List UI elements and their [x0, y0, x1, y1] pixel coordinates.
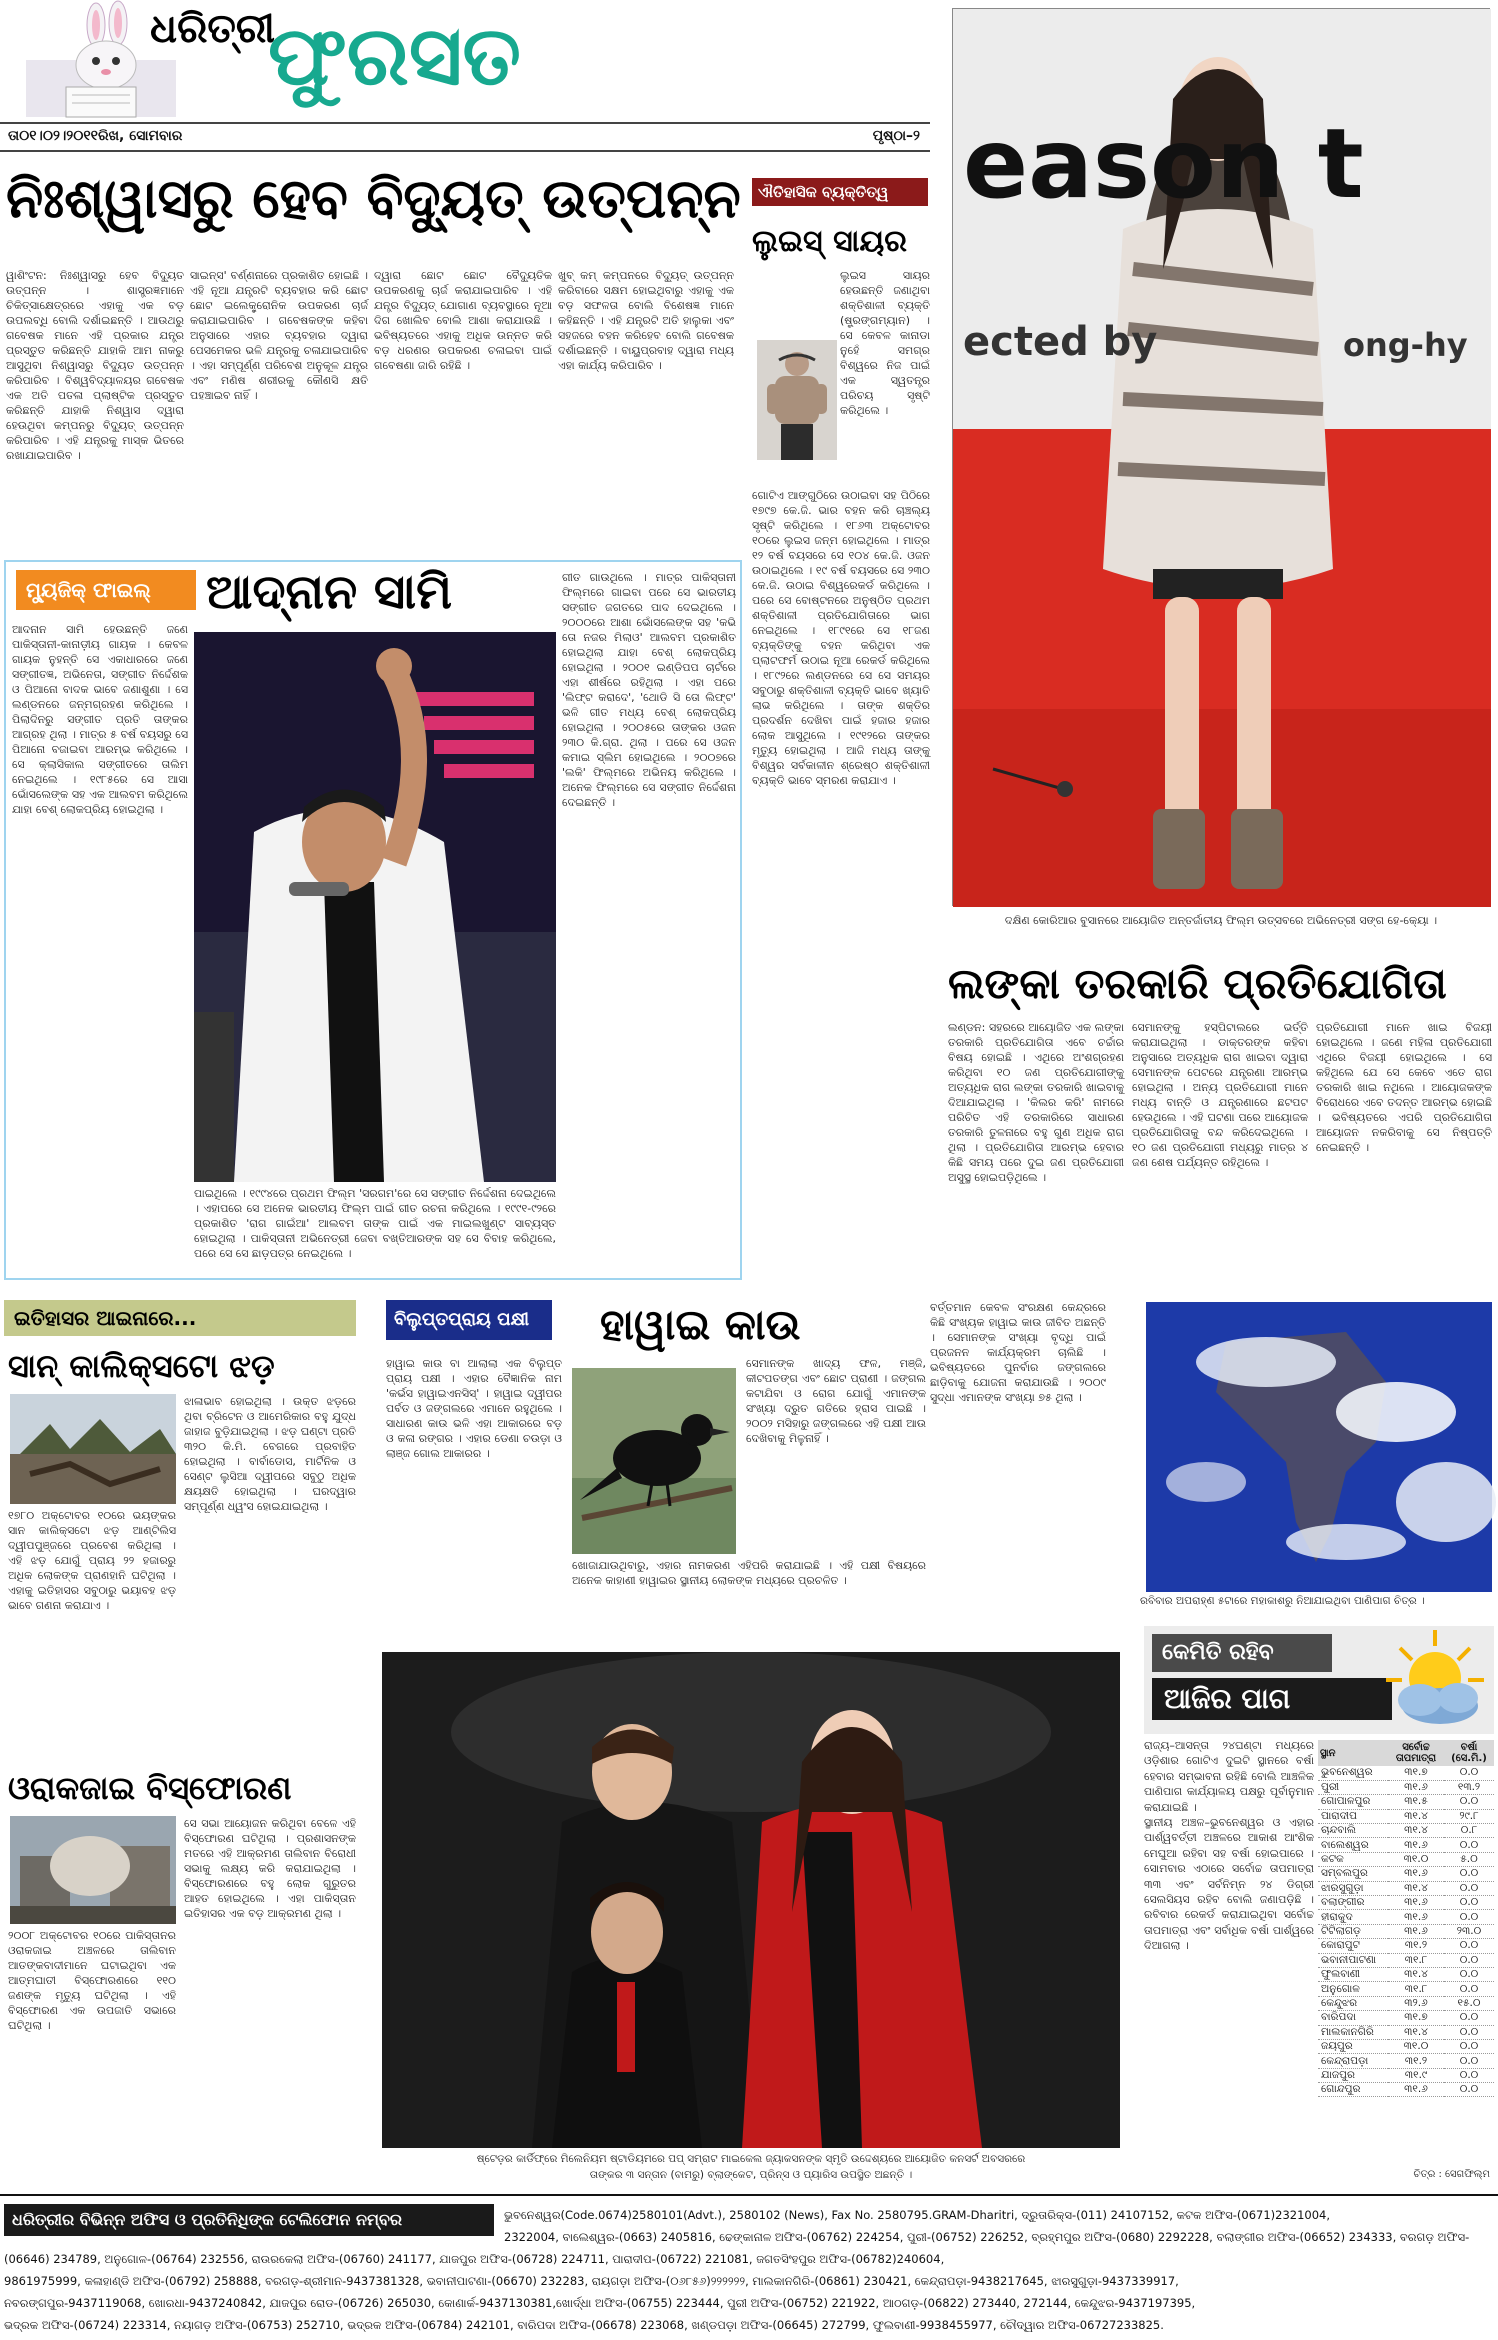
- mj-caption-1: ଷ୍ଟେଡ଼ର କାର୍ଡିଫ୍‌ରେ ମିଲେନିୟମ ଷ୍ଟାଡିୟମରେ ପପ୍ ସମ୍ରାଟ ମାଇକେଲ ଜ୍ୟାକସନଙ୍କ ସ୍ମୃତି ଉଦ୍ଦେଶ୍ୟରେ ଆୟୋଜିତ କନସର୍ଟ ଅବସରରେ: [476, 2153, 1026, 2165]
- weather-cell-temp: ୩୧.୪: [1388, 2025, 1444, 2039]
- weather-cell-temp: ୩୧.୦: [1388, 2039, 1444, 2053]
- weather-row: [1318, 2039, 1494, 2053]
- weather-row: [1318, 1910, 1494, 1924]
- weather-cell-rain: ୦.୦: [1444, 2068, 1494, 2082]
- weather-row: [1318, 1953, 1494, 1967]
- lanka-col-3: ପ୍ରତିଯୋଗୀ ମାନେ ଖାଇ ବିଜୟୀ ହୋଇଥିଲେ । ଜଣେ ମହିଳା ପ୍ରତିଯୋଗୀ ଏଥିରେ ବିଜୟୀ ହୋଇଥିଲେ । ସେ କହିଥିଲେ ଯେ ସେ କେବେ ଏତେ ରାଗ ତରକାରି ଖାଇ ନଥିଲେ । ଆୟୋଜକଙ୍କ ବିରୋଧରେ ଏବେ ତଦନ୍ତ ଆରମ୍ଭ ହୋଇଛି । ଭବିଷ୍ୟତରେ ଏପରି ପ୍ରତିଯୋଗିତା ଆୟୋଜନ ନକରିବାକୁ ସେ ନିଷ୍ପତ୍ତି ନେଇଛନ୍ତି ।: [1316, 1021, 1496, 1154]
- weather-cell-place: ଫୁଲବାଣୀ: [1318, 1967, 1388, 1981]
- weather-cell-place: ଜୟପୁର: [1318, 2039, 1388, 2053]
- weather-row: [1318, 2083, 1494, 2097]
- weather-cell-place: ବାଲେଶ୍ୱର: [1318, 1838, 1388, 1852]
- footer-line-6: ଭଦ୍ରକ ଅଫିସ-(06724) 223314, ନୟାଗଡ଼ ଅଫିସ-(06753) 252710, ଭଦ୍ରକ ଅଫିସ-(06784) 242101, ବାରିପଦା ଅଫିସ-(06678) 223068, ଖଣ୍ଡପଡ଼ା ଅଫିସ-(06645) 272799, ଫୁଲବାଣୀ-9938455977, ଚୌଦ୍ୱାର ଅଫିସ-06727233825.: [4, 2318, 1164, 2332]
- weather-cell-temp: ୩୧.୨: [1388, 1939, 1444, 1953]
- weather-cell-place: ମାଲକାନଗିରି: [1318, 2025, 1388, 2039]
- storm-photo: [10, 1394, 176, 1504]
- weather-row: [1318, 2025, 1494, 2039]
- col-header-place: ସ୍ଥାନ: [1320, 1747, 1336, 1759]
- banner-subtext: ected by: [963, 319, 1158, 365]
- lanka-col-1: ଲଣ୍ଡନ: ସହରରେ ଆୟୋଜିତ ଏକ ଲଙ୍କା ତରକାରି ପ୍ରତିଯୋଗିତା ଏବେ ଚର୍ଚ୍ଚାର ବିଷୟ ହୋଇଛି । ଏଥିରେ ଅଂଶଗ୍ରହଣ କରିଥିବା ୧୦ ଜଣ ପ୍ରତିଯୋଗୀଙ୍କୁ ଅତ୍ୟଧିକ ରାଗ ଲଙ୍କା ତରକାରି ଖାଇବାକୁ ଦିଆଯାଇଥିଲା । 'କିଲର କରି' ନାମରେ ପରିଚିତ ଏହି ତରକାରିରେ ସାଧାରଣ ତରକାରି ତୁଳନାରେ ବହୁ ଗୁଣ ଅଧିକ ରାଗ ଥିଲା । ପ୍ରତିଯୋଗିତା ଆରମ୍ଭ ହେବାର କିଛି ସମୟ ପରେ ଦୁଇ ଜଣ ପ୍ରତିଯୋଗୀ ଅସୁସ୍ଥ ହୋଇପଡ଼ିଥିଲେ ।: [948, 1021, 1128, 1184]
- masthead: [0, 0, 940, 144]
- bird-col-1: ହାୱାଇ କାଉ ବା ଆଲାଲା ଏକ ବିଲୁପ୍ତ ପ୍ରାୟ ପକ୍ଷୀ । ଏହାର ବୈଜ୍ଞାନିକ ନାମ 'କର୍ଭସ ହାୱାଇଏନସିସ୍' । ହାୱାଇ ଦ୍ୱୀପର ପର୍ବତ ଓ ଜଙ୍ଗଲରେ ଏମାନେ ରହୁଥିଲେ । ସାଧାରଣ କାଉ ଭଳି ଏହା ଆକାରରେ ବଡ଼ ଓ କଳା ରଙ୍ଗର । ଏହାର ଡେଣା ଚଉଡ଼ା ଓ ଲାଞ୍ଜ ଗୋଲ ଆକାରର ।: [386, 1357, 566, 1460]
- weather-cell-rain: ୦.୦: [1444, 1867, 1494, 1881]
- strongman-photo: [757, 340, 837, 460]
- brand-name: ଫୁରସତ: [268, 8, 521, 104]
- weather-cell-temp: ୩୧.୨: [1388, 2054, 1444, 2068]
- adnan-photo: [194, 632, 556, 1182]
- photo-credit: ଚିତ୍ର : ସେଗଫିଲ୍ମ: [1413, 2169, 1490, 2180]
- weather-cell-temp: ୩୧.୬: [1388, 1910, 1444, 1924]
- weather-cell-temp: ୩୧.୪: [1388, 1881, 1444, 1895]
- footer-line-5: ନବରଙ୍ଗପୁର-9437119068, ଖୋରଧା-9437240842, ଯାଜପୁର ରୋଡ-(06726) 265030, କୋଣାର୍କ-9437130381,ଖୋର୍ଦ୍ଧା ଅଫିସ-(06755) 223444, ପୁରୀ ଅଫିସ-(06752) 221922, ଆଠଗଡ଼-(06822) 273440, 272144, କେନ୍ଦୁଝର-9437197395,: [4, 2296, 1196, 2310]
- weather-text: ରାଜ୍ୟ–ଆସନ୍ତା ୨୪ଘଣ୍ଟା ମଧ୍ୟରେ ଓଡ଼ିଶାର ଗୋଟିଏ ଦୁଇଟି ସ୍ଥାନରେ ବର୍ଷା ହେବାର ସମ୍ଭାବନା ରହିଛି ବୋଲି ଆଞ୍ଚଳିକ ପାଣିପାଗ କାର୍ଯ୍ୟାଳୟ ପକ୍ଷରୁ ପୂର୍ବାନୁମାନ କରାଯାଇଛି । ସ୍ଥାନୀୟ ଅଞ୍ଚଳ–ଭୁବନେଶ୍ୱର ଓ ଏହାର ପାର୍ଶ୍ୱବର୍ତ୍ତୀ ଅଞ୍ଚଳରେ ଆକାଶ ଆଂଶିକ ମେଘୁଆ ରହିବା ସହ ବର୍ଷା ହୋଇପାରେ । ସୋମବାର ଏଠାରେ ସର୍ବୋଚ୍ଚ ତାପମାତ୍ରା ୩୩ ଏବଂ ସର୍ବନିମ୍ନ ୨୪ ଡିଗ୍ରୀ ସେଲସିୟସ ରହିବ ବୋଲି ଜଣାପଡ଼ିଛି । ରବିବାର ରେକର୍ଡ କରାଯାଇଥିବା ସର୍ବୋଚ୍ଚ ତାପମାତ୍ରା ଏବଂ ସର୍ବାଧିକ ବର୍ଷା ପାର୍ଶ୍ୱରେ ଦିଆଗଲା ।: [1144, 1739, 1314, 1953]
- bird-bottom: ଖୋଜାଯାଉଥିବାରୁ, ଏହାର ନାମକରଣ ଏହିପରି କରାଯାଇଛି । ଏହି ପକ୍ଷୀ ବିଷୟରେ ଅନେକ କାହାଣୀ ହାୱାଇର ସ୍ଥାନୀୟ ଲୋକଙ୍କ ମଧ୍ୟରେ ପ୍ରଚଳିତ ।: [572, 1559, 930, 1587]
- weather-cell-rain: ୦.୮: [1444, 1824, 1494, 1838]
- weather-cell-place: ପୁରୀ: [1318, 1780, 1388, 1794]
- page-number: ପୃଷ୍ଠା–୨: [872, 128, 920, 144]
- mj-kids-photo: [382, 1652, 1120, 2148]
- lead-col-3: ଦ୍ୱାରା ଛୋଟ ଛୋଟ ବୈଦ୍ୟୁତିକ ଉପକରଣକୁ ଚାର୍ଜ କରାଯାଇପାରିବ । ଏହି ଯନ୍ତ୍ର ବିଦ୍ୟୁତ୍ ଯୋଗାଣ ବ୍ୟବସ୍ଥାରେ ନୂଆ ଦିଗ ଖୋଲିବ ବୋଲି ଆଶା କରାଯାଉଛି । ଭବିଷ୍ୟତରେ ଏହାକୁ ଅଧିକ ଉନ୍ନତ କରି ବଡ଼ ଧରଣର ଉପକରଣ ଚଳାଇବା ପାଇଁ ଗବେଷଣା ଜାରି ରହିଛି ।: [374, 269, 556, 372]
- satellite-caption: ରବିବାର ଅପରାହ୍ଣ ୫ଟାରେ ମହାକାଶରୁ ନିଆଯାଇଥିବା ପାଣିପାଗ ଚିତ୍ର ।: [1140, 1595, 1425, 1607]
- weather-cell-place: ବାରିପଦା: [1318, 2011, 1388, 2025]
- date-bar: [0, 122, 930, 152]
- fashion-caption: ଦକ୍ଷିଣ କୋରିଆର ବୁସାନରେ ଆୟୋଜିତ ଅନ୍ତର୍ଜାତୀୟ ଫିଲ୍ମ ଉତ୍ସବରେ ଅଭିନେତ୍ରୀ ସଙ୍ଗ ହେ-କ୍ୟୋ ।: [1004, 914, 1438, 927]
- historic-body: ଗୋଟିଏ ଆଙ୍ଗୁଠିରେ ଉଠାଇବା ସହ ପିଠିରେ ୧୭୯୭ କେ.ଜି. ଭାର ବହନ କରି ଚାଞ୍ଚଲ୍ୟ ସୃଷ୍ଟି କରିଥିଲେ । ୧୮୬୩ ଅକ୍ଟୋବର ୧୦ରେ ଲୁଇସ ଜନ୍ମ ହୋଇଥିଲେ । ମାତ୍ର ୧୨ ବର୍ଷ ବୟସରେ ସେ ୧୦୪ କେ.ଜି. ଓଜନ ଉଠାଇଥିଲେ । ୧୯ ବର୍ଷ ବୟସରେ ସେ ୨୩୦ କେ.ଜି. ଉଠାଇ ବିଶ୍ୱରେକର୍ଡ କରିଥିଲେ । ପରେ ସେ ବୋଷ୍ଟନରେ ଅନୁଷ୍ଠିତ ପ୍ରଥମ ଶକ୍ତିଶାଳୀ ପ୍ରତିଯୋଗିତାରେ ଭାଗ ନେଇଥିଲେ । ୧୮୯୧ରେ ସେ ୧୮ଜଣ ବ୍ୟକ୍ତିଙ୍କୁ ବହନ କରିଥିବା ଏକ ପ୍ଲାଟଫର୍ମ ଉଠାଇ ନୂଆ ରେକର୍ଡ କରିଥିଲେ । ୧୮୯୨ରେ ଲଣ୍ଡନରେ ସେ ସେ ସମୟର ସବୁଠାରୁ ଶକ୍ତିଶାଳୀ ବ୍ୟକ୍ତି ଭାବେ ଖ୍ୟାତି ଲାଭ କରିଥିଲେ । ତାଙ୍କ ଶକ୍ତିର ପ୍ରଦର୍ଶନ ଦେଖିବା ପାଇଁ ହଜାର ହଜାର ଲୋକ ଆସୁଥିଲେ । ୧୯୧୨ରେ ତାଙ୍କର ମୃତ୍ୟୁ ହୋଇଥିଲା । ଆଜି ମଧ୍ୟ ତାଙ୍କୁ ବିଶ୍ୱର ସର୍ବକାଳୀନ ଶ୍ରେଷ୍ଠ ଶକ୍ତିଶାଳୀ ବ୍ୟକ୍ତି ଭାବେ ସ୍ମରଣ କରାଯାଏ ।: [752, 489, 934, 787]
- weather-row: [1318, 1924, 1494, 1938]
- lanka-headline: ଲଙ୍କା ତରକାରି ପ୍ରତିଯୋଗିତା: [948, 959, 1447, 1008]
- weather-row: [1318, 2011, 1494, 2025]
- weather-row: [1318, 1809, 1494, 1823]
- bird-col-2: ସେମାନଙ୍କ ଖାଦ୍ୟ ଫଳ, ମଞ୍ଜି, କୀଟପତଙ୍ଗ ଏବଂ ଛୋଟ ପ୍ରାଣୀ । ଜଙ୍ଗଲ କଟାଯିବା ଓ ରୋଗ ଯୋଗୁଁ ଏମାନଙ୍କ ସଂଖ୍ୟା ଦ୍ରୁତ ଗତିରେ ହ୍ରାସ ପାଇଛି । ୨୦୦୨ ମସିହାରୁ ଜଙ୍ଗଲରେ ଏହି ପକ୍ଷୀ ଆଉ ଦେଖିବାକୁ ମିଳୁନାହିଁ ।: [746, 1357, 930, 1445]
- weather-cell-rain: ୨୯.୮: [1444, 1809, 1494, 1823]
- weather-cell-place: କଟକ: [1318, 1852, 1388, 1866]
- banner-text: eason t: [963, 108, 1364, 220]
- fashion-photo: [952, 8, 1490, 906]
- weather-cell-temp: ୩୧.୦: [1388, 1852, 1444, 1866]
- weather-cell-rain: ୦.୦: [1444, 1953, 1494, 1967]
- weather-row: [1318, 1795, 1494, 1809]
- music-col-2: ଗୀତ ଗାଉଥିଲେ । ମାତ୍ର ପାକିସ୍ତାନୀ ଫିଲ୍ମରେ ଗାଇବା ପରେ ସେ ଭାରତୀୟ ସଙ୍ଗୀତ ଜଗତରେ ପାଦ ଦେଇଥିଲେ । ୨୦୦୦ରେ ଆଶା ଭୋଁସଲେଙ୍କ ସହ 'କଭି ତୋ ନଜର ମିଲାଓ' ଆଲବମ ପ୍ରକାଶିତ ହୋଇଥିଲା ଯାହା ବେଶ୍ ଲୋକପ୍ରିୟ ହୋଇଥିଲା । ୨୦୦୧ ଇଣ୍ଡିପପ ଚାର୍ଟରେ ଏହା ଶୀର୍ଷରେ ରହିଥିଲା । ଏହା ପରେ 'ଲିଫ୍ଟ କରାଦେ', 'ଥୋଡି ସି ତୋ ଲିଫ୍ଟ' ଭଳି ଗୀତ ମଧ୍ୟ ବେଶ୍ ଲୋକପ୍ରିୟ ହୋଇଥିଲା । ୨୦୦୫ରେ ତାଙ୍କର ଓଜନ ୨୩୦ କି.ଗ୍ରା. ଥିଲା । ପରେ ସେ ଓଜନ କମାଇ ସ୍ଲିମ ହୋଇଥିଲେ । ୨୦୦୭ରେ 'ଲକି' ଫିଲ୍ମରେ ଅଭିନୟ କରିଥିଲେ । ଅନେକ ଫିଲ୍ମରେ ସେ ସଙ୍ଗୀତ ନିର୍ଦ୍ଦେଶନା ଦେଇଛନ୍ତି ।: [562, 571, 740, 809]
- weather-cell-rain: ୦.୦: [1444, 1982, 1494, 1996]
- col-header-temp: ସର୍ବୋଚ୍ଚ ତାପମାତ୍ରା: [1395, 1742, 1437, 1764]
- weather-cell-temp: ୩୧.୪: [1388, 1967, 1444, 1981]
- history-body-1b: ଝାଳାଭାବ ହୋଇଥିଲା । ଉକ୍ତ ଝଡ଼ରେ ଥିବା ବ୍ରିଟେନ ଓ ଆମେରିକାର ବହୁ ଯୁଦ୍ଧ ଜାହାଜ ବୁଡ଼ିଯାଇଥିଲା । ଝଡ଼ ଘଣ୍ଟା ପ୍ରତି ୩୨୦ କି.ମି. ବେଗରେ ପ୍ରବାହିତ ହୋଇଥିଲା । ବାର୍ବାଡୋସ, ମାର୍ଟିନିକ ଓ ସେଣ୍ଟ ଲୁସିଆ ଦ୍ୱୀପରେ ସବୁଠୁ ଅଧିକ କ୍ଷୟକ୍ଷତି ହୋଇଥିଲା । ଘରଦ୍ୱାର ସମ୍ପୂର୍ଣ୍ଣ ଧ୍ୱଂସ ହୋଇଯାଇଥିଲା ।: [184, 1395, 360, 1513]
- footer-line-2: 2322004, ବାଲେଶ୍ୱର-(0663) 2405816, ଢେଙ୍କାନାଳ ଅଫିସ-(06762) 224254, ପୁରୀ-(06752) 226252, ବ୍ରହ୍ମପୁର ଅଫିସ-(0680) 2292228, ବଲାଙ୍ଗୀର ଅଫିସ-(06652) 234333, ବରଗଡ଼ ଅଫିସ-: [504, 2230, 1470, 2244]
- weather-row: [1318, 1852, 1494, 1866]
- weather-cell-place: ଭବାନୀପାଟଣା: [1318, 1953, 1388, 1967]
- weather-cell-place: ପାରାଦୀପ: [1318, 1809, 1388, 1823]
- weather-cell-place: କେନ୍ଦ୍ରାପଡ଼ା: [1318, 2054, 1388, 2068]
- weather-cell-rain: ୦.୦: [1444, 1896, 1494, 1910]
- lead-headline: ନିଃଶ୍ୱାସରୁ ହେବ ବିଦ୍ୟୁତ୍ ଉତ୍ପନ୍ନ: [6, 167, 741, 230]
- weather-row: [1318, 1996, 1494, 2010]
- music-title: ଆଦ୍‌ନାନ ସାମି: [206, 564, 453, 620]
- weather-row: [1318, 1881, 1494, 1895]
- history-body-2b: ସେ ସଭା ଆୟୋଜନ କରିଥିବା ବେଳେ ଏହି ବିସ୍ଫୋରଣ ଘଟିଥିଲା । ପ୍ରଶାସନଙ୍କ ମତରେ ଏହି ଆକ୍ରମଣ ତାଲିବାନ ବିରୋଧୀ ସଭାକୁ ଲକ୍ଷ୍ୟ କରି କରାଯାଇଥିଲା । ବିସ୍ଫୋରଣରେ ବହୁ ଲୋକ ଗୁରୁତର ଆହତ ହୋଇଥିଲେ । ଏହା ପାକିସ୍ତାନ ଇତିହାସର ଏକ ବଡ଼ ଆକ୍ରମଣ ଥିଲା ।: [184, 1817, 360, 1920]
- weather-title-2: ଆଜିର ପାଗ: [1152, 1678, 1392, 1720]
- lead-col-1: ୱାଶିଂଟନ: ନିଃଶ୍ୱାସରୁ ହେବ ବିଦ୍ୟୁତ ଉତ୍ପନ୍ନ । ଶାସ୍ତ୍ରଜ୍ଞମାନେ ଚିକିତ୍ସାକ୍ଷେତ୍ରରେ ଏହାକୁ ଏକ ବଡ଼ ଉପଲବ୍ଧି ବୋଲି ଦର୍ଶାଇଛନ୍ତି । ଆଉଥରୁ ଗବେଷକ ମାନେ ଏହି ପ୍ରକାର ଯନ୍ତ୍ର ପ୍ରସ୍ତୁତ କରିଛନ୍ତି ଯାହାକି ଆମ ନାକରୁ ଆସୁଥିବା ନିଶ୍ୱାସରୁ ବିଦ୍ୟୁତ ଉତ୍ପନ୍ନ କରିପାରିବ । ବିଶ୍ୱବିଦ୍ୟାଳୟର ଗବେଷକ ଏକ ଅତି ପତଳା ପ୍ଲାଷ୍ଟିକ ପ୍ରସ୍ତୁତ କରିଛନ୍ତି ଯାହାକି ନିଶ୍ୱାସ ଦ୍ୱାରା ହେଉଥିବା କମ୍ପନରୁ ବିଦ୍ୟୁତ୍ ଉତ୍ପନ୍ନ କରିପାରିବ । ଏହି ଯନ୍ତ୍ରକୁ ମାସ୍କ ଭିତରେ ରଖାଯାଇପାରିବ ।: [6, 269, 188, 462]
- lead-col-2: ସାଇନ୍ସ' ବର୍ଣ୍ଣନାରେ ପ୍ରକାଶିତ ହୋଇଛି । ଏହି ନୂଆ ଯନ୍ତ୍ରଟି ବ୍ୟବହାର କରି ଛୋଟ ଛୋଟ ଇଲେକ୍ଟ୍ରୋନିକ ଉପକରଣ ଚାର୍ଜ କରାଯାଇପାରିବ । ଗବେଷକଙ୍କ କହିବା ଅନୁସାରେ ଏହାର ବ୍ୟବହାର ଦ୍ୱାରା ପେସମେକର ଭଳି ଯନ୍ତ୍ରକୁ ଚଳାଯାଇପାରିବ । ଏହା ସମ୍ପୂର୍ଣ୍ଣ ପରିବେଶ ଅନୁକୂଳ ଯନ୍ତ୍ର ଏବଂ ମଣିଷ ଶରୀରକୁ କୌଣସି କ୍ଷତି ପହଞ୍ଚାଇବ ନାହିଁ ।: [190, 269, 372, 402]
- weather-cell-place: ଗୋନ୍ଦପୁର: [1318, 2083, 1388, 2097]
- weather-cell-temp: ୩୧.୯: [1388, 2068, 1444, 2082]
- bird-title: ହାୱାଇ କାଉ: [600, 1300, 801, 1349]
- weather-cell-place: ଯାଜପୁର: [1318, 2068, 1388, 2082]
- weather-cell-place: ସମ୍ବଲପୁର: [1318, 1867, 1388, 1881]
- footer-line-4: 9861975999, କଳାହାଣ୍ଡି ଅଫିସ-(06792) 258888, ବରଗଡ଼-ଶ୍ରୀମାନ-9437381328, ଭବାନୀପାଟଣା-(06670) 232283, ରାୟଗଡ଼ା ଅଫିସ-(୦୬୮୫୬)୨୨୨୨୨୨, ମାଲକାନଗିରି-(06861) 230421, କେନ୍ଦ୍ରାପଡ଼ା-9438217645, ଝାରସୁଗୁଡ଼ା-9437339917,: [4, 2274, 1179, 2288]
- weather-row: [1318, 1982, 1494, 1996]
- crow-photo: [572, 1368, 736, 1554]
- weather-cell-rain: ୦.୦: [1444, 2054, 1494, 2068]
- history-body-2a: ୨୦୦୮ ଅକ୍ଟୋବର ୧୦ରେ ପାକିସ୍ତାନର ଓରାକଜାଇ ଅଞ୍ଚଳରେ ତାଲିବାନ ଆତଙ୍କବାଦୀମାନେ ଘଟାଇଥିବା ଏକ ଆତ୍ମଘାତୀ ବିସ୍ଫୋରଣରେ ୧୧୦ ଜଣଙ୍କ ମୃତ୍ୟୁ ଘଟିଥିଲା । ଏହି ବିସ୍ଫୋରଣ ଏକ ଉପଜାତି ସଭାରେ ଘଟିଥିଲା ।: [8, 1929, 180, 2032]
- banner-subtext-2: ong-hy: [1343, 326, 1468, 364]
- weather-cell-place: ଭୁବନେଶ୍ୱର: [1318, 1766, 1388, 1780]
- historic-name: ଲୁଇସ୍ ସାୟର: [752, 224, 907, 259]
- weather-cell-place: ଗୋପାଳପୁର: [1318, 1795, 1388, 1809]
- weather-row: [1318, 1838, 1494, 1852]
- weather-header: [1144, 1626, 1494, 1734]
- bird-col-3: ବର୍ତ୍ତମାନ କେବଳ ସଂରକ୍ଷଣ କେନ୍ଦ୍ରରେ କିଛି ସଂଖ୍ୟକ ହାୱାଇ କାଉ ଜୀବିତ ଅଛନ୍ତି । ସେମାନଙ୍କ ସଂଖ୍ୟା ବୃଦ୍ଧି ପାଇଁ ପ୍ରଜନନ କାର୍ଯ୍ୟକ୍ରମ ଚାଲିଛି । ଭବିଷ୍ୟତରେ ପୁନର୍ବାର ଜଙ୍ଗଲରେ ଛାଡ଼ିବାକୁ ଯୋଜନା କରାଯାଉଛି । ୨୦୦୯ ସୁଦ୍ଧା ଏମାନଙ୍କ ସଂଖ୍ୟା ୭୫ ଥିଲା ।: [930, 1301, 1110, 1404]
- weather-cell-rain: ୦.୦: [1444, 1766, 1494, 1780]
- weather-row: [1318, 1867, 1494, 1881]
- weather-row: [1318, 2068, 1494, 2082]
- weather-title-1: କେମିତି ରହିବ: [1152, 1634, 1332, 1672]
- footer-line-1: ଭୁବନେଶ୍ୱର(Code.0674)2580101(Advt.), 2580102 (News), Fax No. 2580795.GRAM-Dharitri, ଦ୍ରୁତାରିକ୍ସ-(011) 24107152, କଟକ ଅଫିସ-(0671)2321004,: [504, 2208, 1331, 2222]
- weather-cell-rain: ୦.୦: [1444, 2039, 1494, 2053]
- weather-row: [1318, 1967, 1494, 1981]
- lanka-col-2: ସେମାନଙ୍କୁ ହସ୍ପିଟାଲରେ ଭର୍ତ୍ତି କରାଯାଇଥିଲା । ଡାକ୍ତରଙ୍କ କହିବା ଅନୁସାରେ ଅତ୍ୟଧିକ ରାଗ ଖାଇବା ଦ୍ୱାରା ସେମାନଙ୍କ ପେଟରେ ଯନ୍ତ୍ରଣା ଆରମ୍ଭ ହୋଇଥିଲା । ଅନ୍ୟ ପ୍ରତିଯୋଗୀ ମାନେ ମଧ୍ୟ ବାନ୍ତି ଓ ଯନ୍ତ୍ରଣାରେ ଛଟପଟ ହେଉଥିଲେ । ଏହି ଘଟଣା ପରେ ଆୟୋଜକ ପ୍ରତିଯୋଗିତାକୁ ବନ୍ଦ କରିଦେଇଥିଲେ । ୧୦ ଜଣ ପ୍ରତିଯୋଗୀ ମଧ୍ୟରୁ ମାତ୍ର ୪ ଜଣ ଶେଷ ପର୍ଯ୍ୟନ୍ତ ରହିଥିଲେ ।: [1132, 1021, 1312, 1169]
- issue-date: ତା୦୧।୦୨।୨୦୧୧ରିଖ, ସୋମବାର: [8, 128, 183, 144]
- weather-cell-rain: ୦.୦: [1444, 1967, 1494, 1981]
- weather-row: [1318, 1896, 1494, 1910]
- weather-cell-place: ବଲାଙ୍ଗୀର: [1318, 1896, 1388, 1910]
- weather-cell-temp: ୩୧.୭: [1388, 1766, 1444, 1780]
- weather-cell-place: ଟିଟିଲାଗଡ଼: [1318, 1924, 1388, 1938]
- weather-cell-place: ଅନୁଗୋଳ: [1318, 1982, 1388, 1996]
- weather-row: [1318, 1824, 1494, 1838]
- weather-cell-temp: ୩୧.୮: [1388, 1953, 1444, 1967]
- footer: [0, 2194, 1498, 2340]
- weather-cell-rain: ୦.୦: [1444, 1910, 1494, 1924]
- weather-cell-temp: ୩୧.୪: [1388, 1824, 1444, 1838]
- weather-cell-place: ଚାନ୍ଦବାଲି: [1318, 1824, 1388, 1838]
- weather-row: [1318, 2054, 1494, 2068]
- bird-col-right: [930, 1300, 1130, 1302]
- weather-cell-rain: ୦.୦: [1444, 1795, 1494, 1809]
- bird-tag: ବିଲୁପ୍ତପ୍ରାୟ ପକ୍ଷୀ: [386, 1300, 552, 1340]
- footer-line-3: (06646) 234789, ଅନୁଗୋଳ-(06764) 232556, ରାଉରକେଲା ଅଫିସ-(06760) 241177, ଯାଜପୁର ଅଫିସ-(06728) 224711, ପାରାଦୀପ-(06722) 221081, ଜଗତସିଂହପୁର ଅଫିସ-(06782)240604,: [4, 2252, 945, 2266]
- weather-cell-temp: ୩୧.୪: [1388, 1809, 1444, 1823]
- weather-cell-place: କୋରାପୁଟ: [1318, 1939, 1388, 1953]
- weather-cell-rain: ୦.୦: [1444, 1838, 1494, 1852]
- weather-cell-rain: ୦.୦: [1444, 2011, 1494, 2025]
- weather-cell-rain: ୦.୦: [1444, 1939, 1494, 1953]
- col-header-rain: ବର୍ଷା (ସେ.ମି.): [1451, 1742, 1487, 1764]
- weather-cell-temp: ୩୧.୫: [1388, 1795, 1444, 1809]
- weather-cell-temp: ୩୧.୭: [1388, 2011, 1444, 2025]
- history-body-1a: ୧୭୮୦ ଅକ୍ଟୋବର ୧୦ରେ ଭୟଙ୍କର ସାନ କାଲିକ୍ସଟୋ ଝଡ଼ ଆଣ୍ଟିଲିସ ଦ୍ୱୀପପୁଞ୍ଜରେ ପ୍ରବେଶ କରିଥିଲା । ଏହି ଝଡ଼ ଯୋଗୁଁ ପ୍ରାୟ ୨୨ ହଜାରରୁ ଅଧିକ ଲୋକଙ୍କ ପ୍ରାଣହାନି ଘଟିଥିଲା । ଏହାକୁ ଇତିହାସର ସବୁଠାରୁ ଭୟାବହ ଝଡ଼ ଭାବେ ଗଣନା କରାଯାଏ ।: [8, 1509, 180, 1612]
- sun-cloud-icon: [1380, 1628, 1490, 1732]
- weather-row: [1318, 1780, 1494, 1794]
- weather-cell-temp: ୩୧.୬: [1388, 1896, 1444, 1910]
- bird-box: [380, 1300, 1110, 1648]
- music-bottom: ପାଇଥିଲେ । ୧୯୯୪ରେ ପ୍ରଥମ ଫିଲ୍ମ 'ସରଗମ'ରେ ସେ ସଙ୍ଗୀତ ନିର୍ଦ୍ଦେଶନା ଦେଇଥିଲେ । ଏହାପରେ ସେ ଅନେକ ଭାରତୀୟ ଫିଲ୍ମ ପାଇଁ ଗୀତ ରଚନା କରିଥିଲେ । ୧୯୯୧-୯୨ରେ ପ୍ରକାଶିତ 'ରାଗ ଗାଇଁଆ' ଆଲବମ ତାଙ୍କ ପାଇଁ ଏକ ମାଇଲଖୁଣ୍ଟ ସାବ୍ୟସ୍ତ ହୋଇଥିଲା । ପାକିସ୍ତାନୀ ଅଭିନେତ୍ରୀ ଜେବା ବଖ୍ତିଆରଙ୍କ ସହ ସେ ବିବାହ କରିଥିଲେ, ପରେ ସେ ସେ ଛାଡ଼ପତ୍ର ନେଇଥିଲେ ।: [194, 1187, 560, 1260]
- mj-caption-2: ତାଙ୍କର ୩ ସନ୍ତାନ (ବାମରୁ) ବ୍ଲାଙ୍କେଟ, ପ୍ରିନ୍ସ ଓ ପ୍ୟାରିସ ଉପସ୍ଥିତ ଅଛନ୍ତି ।: [589, 2169, 913, 2181]
- weather-cell-temp: ୩୧.୬: [1388, 2083, 1444, 2097]
- footer-label: ଧରିତ୍ରୀର ବିଭିନ୍ନ ଅଫିସ ଓ ପ୍ରତିନିଧିଙ୍କ ଟେଲିଫୋନ ନମ୍ବର: [4, 2204, 494, 2236]
- weather-cell-temp: ୩୨.୬: [1388, 1996, 1444, 2010]
- weather-row: [1318, 1939, 1494, 1953]
- weather-cell-rain: ୧୫.୦: [1444, 1996, 1494, 2010]
- weather-cell-rain: ୧୩.୨: [1444, 1780, 1494, 1794]
- weather-cell-temp: ୩୧.୬: [1388, 1780, 1444, 1794]
- history-tag: ଇତିହାସର ଆଇନାରେ...: [4, 1300, 356, 1336]
- weather-table: [1318, 1740, 1494, 2097]
- music-col-1: ଆଦନାନ ସାମି ହେଉଛନ୍ତି ଜଣେ ପାକିସ୍ତାନୀ-କାନାଡ଼ୀୟ ଗାୟକ । କେବଳ ଗାୟକ ନୁହନ୍ତି ସେ ଏକାଧାରରେ ଜଣେ ସଙ୍ଗୀତଜ୍ଞ, ଅଭିନେତା, ସଙ୍ଗୀତ ନିର୍ଦ୍ଦେଶକ ଓ ପିଆନୋ ବାଦକ ଭାବେ ଜଣାଶୁଣା । ସେ ଲଣ୍ଡନରେ ଜନ୍ମଗ୍ରହଣ କରିଥିଲେ । ପିଲାଦିନରୁ ସଙ୍ଗୀତ ପ୍ରତି ତାଙ୍କର ଆଗ୍ରହ ଥିଲା । ମାତ୍ର ୫ ବର୍ଷ ବୟସରୁ ସେ ପିଆନୋ ବଜାଇବା ଆରମ୍ଭ କରିଥିଲେ । ସେ କ୍ଲାସିକାଲ ସଙ୍ଗୀତରେ ତାଲିମ ନେଇଥିଲେ । ୧୯୮୫ରେ ସେ ଆସା ଭୋଁସଲେଙ୍କ ସହ ଏକ ଆଲବମ କରିଥିଲେ ଯାହା ବେଶ୍ ଲୋକପ୍ରିୟ ହୋଇଥିଲା ।: [12, 623, 192, 816]
- weather-cell-place: ହୀରାକୁଦ: [1318, 1910, 1388, 1924]
- weather-cell-rain: ୫.୦: [1444, 1852, 1494, 1866]
- history-title-2: ଓରାକଜାଇ ବିସ୍ଫୋରଣ: [8, 1769, 292, 1807]
- lead-col-4: ଖୁବ୍ କମ୍ କମ୍ପନରେ ବିଦ୍ୟୁତ୍ ଉତ୍ପନ୍ନ କରିବାରେ ସକ୍ଷମ ହୋଇଥିବାରୁ ଏହାକୁ ଏକ ବଡ଼ ସଫଳତା ବୋଲି ବିଶେଷଜ୍ଞ ମାନେ କହିଛନ୍ତି । ଏହି ଯନ୍ତ୍ରଟି ଅତି ହାଲୁକା ଏବଂ ସହଜରେ ବହନ କରିହେବ ବୋଲି ଗବେଷକ ଦର୍ଶାଇଛନ୍ତି । ବାୟୁପ୍ରବାହ ଦ୍ୱାରା ମଧ୍ୟ ଏହା କାର୍ଯ୍ୟ କରିପାରିବ ।: [558, 269, 738, 372]
- brand-small: ଧରିତ୍ରୀ: [150, 5, 275, 52]
- weather-cell-place: କେନ୍ଦୁଝର: [1318, 1996, 1388, 2010]
- weather-cell-temp: ୩୧.୬: [1388, 1924, 1444, 1938]
- weather-cell-rain: ୨୩.୦: [1444, 1924, 1494, 1938]
- weather-cell-place: ଝାରସୁଗୁଡ଼ା: [1318, 1881, 1388, 1895]
- history-title-1: ସାନ୍ କାଲିକ୍ସଟୋ ଝଡ଼: [8, 1347, 275, 1385]
- historic-intro: ଲୁଇସ ସାୟର ହେଉଛନ୍ତି ଜଣାଥିବା ଶକ୍ତିଶାଳୀ ବ୍ୟକ୍ତି (ଷ୍ଟ୍ରଙ୍ଗମ୍ୟାନ) । ସେ କେବଳ କାନାଡା ନୁହେଁ ସମଗ୍ର ବିଶ୍ୱରେ ନିଜ ପାଇଁ ଏକ ସ୍ୱତନ୍ତ୍ର ପରିଚୟ ସୃଷ୍ଟି କରିଥିଲେ ।: [840, 269, 934, 417]
- music-box: [4, 560, 742, 1280]
- historic-tag: ଐତିହାସିକ ବ୍ୟକ୍ତିତ୍ୱ: [752, 178, 928, 206]
- music-tag: ମ୍ୟୁଜିକ୍ ଫାଇଲ୍: [16, 570, 196, 610]
- weather-row: [1318, 1766, 1494, 1780]
- blast-photo: [10, 1816, 176, 1924]
- satellite-map: [1146, 1302, 1492, 1592]
- weather-cell-temp: ୩୧.୬: [1388, 1838, 1444, 1852]
- weather-cell-temp: ୩୧.୮: [1388, 1982, 1444, 1996]
- weather-cell-rain: ୦.୦: [1444, 1881, 1494, 1895]
- weather-cell-rain: ୦.୦: [1444, 2083, 1494, 2097]
- weather-cell-rain: ୦.୦: [1444, 2025, 1494, 2039]
- weather-cell-temp: ୩୧.୬: [1388, 1867, 1444, 1881]
